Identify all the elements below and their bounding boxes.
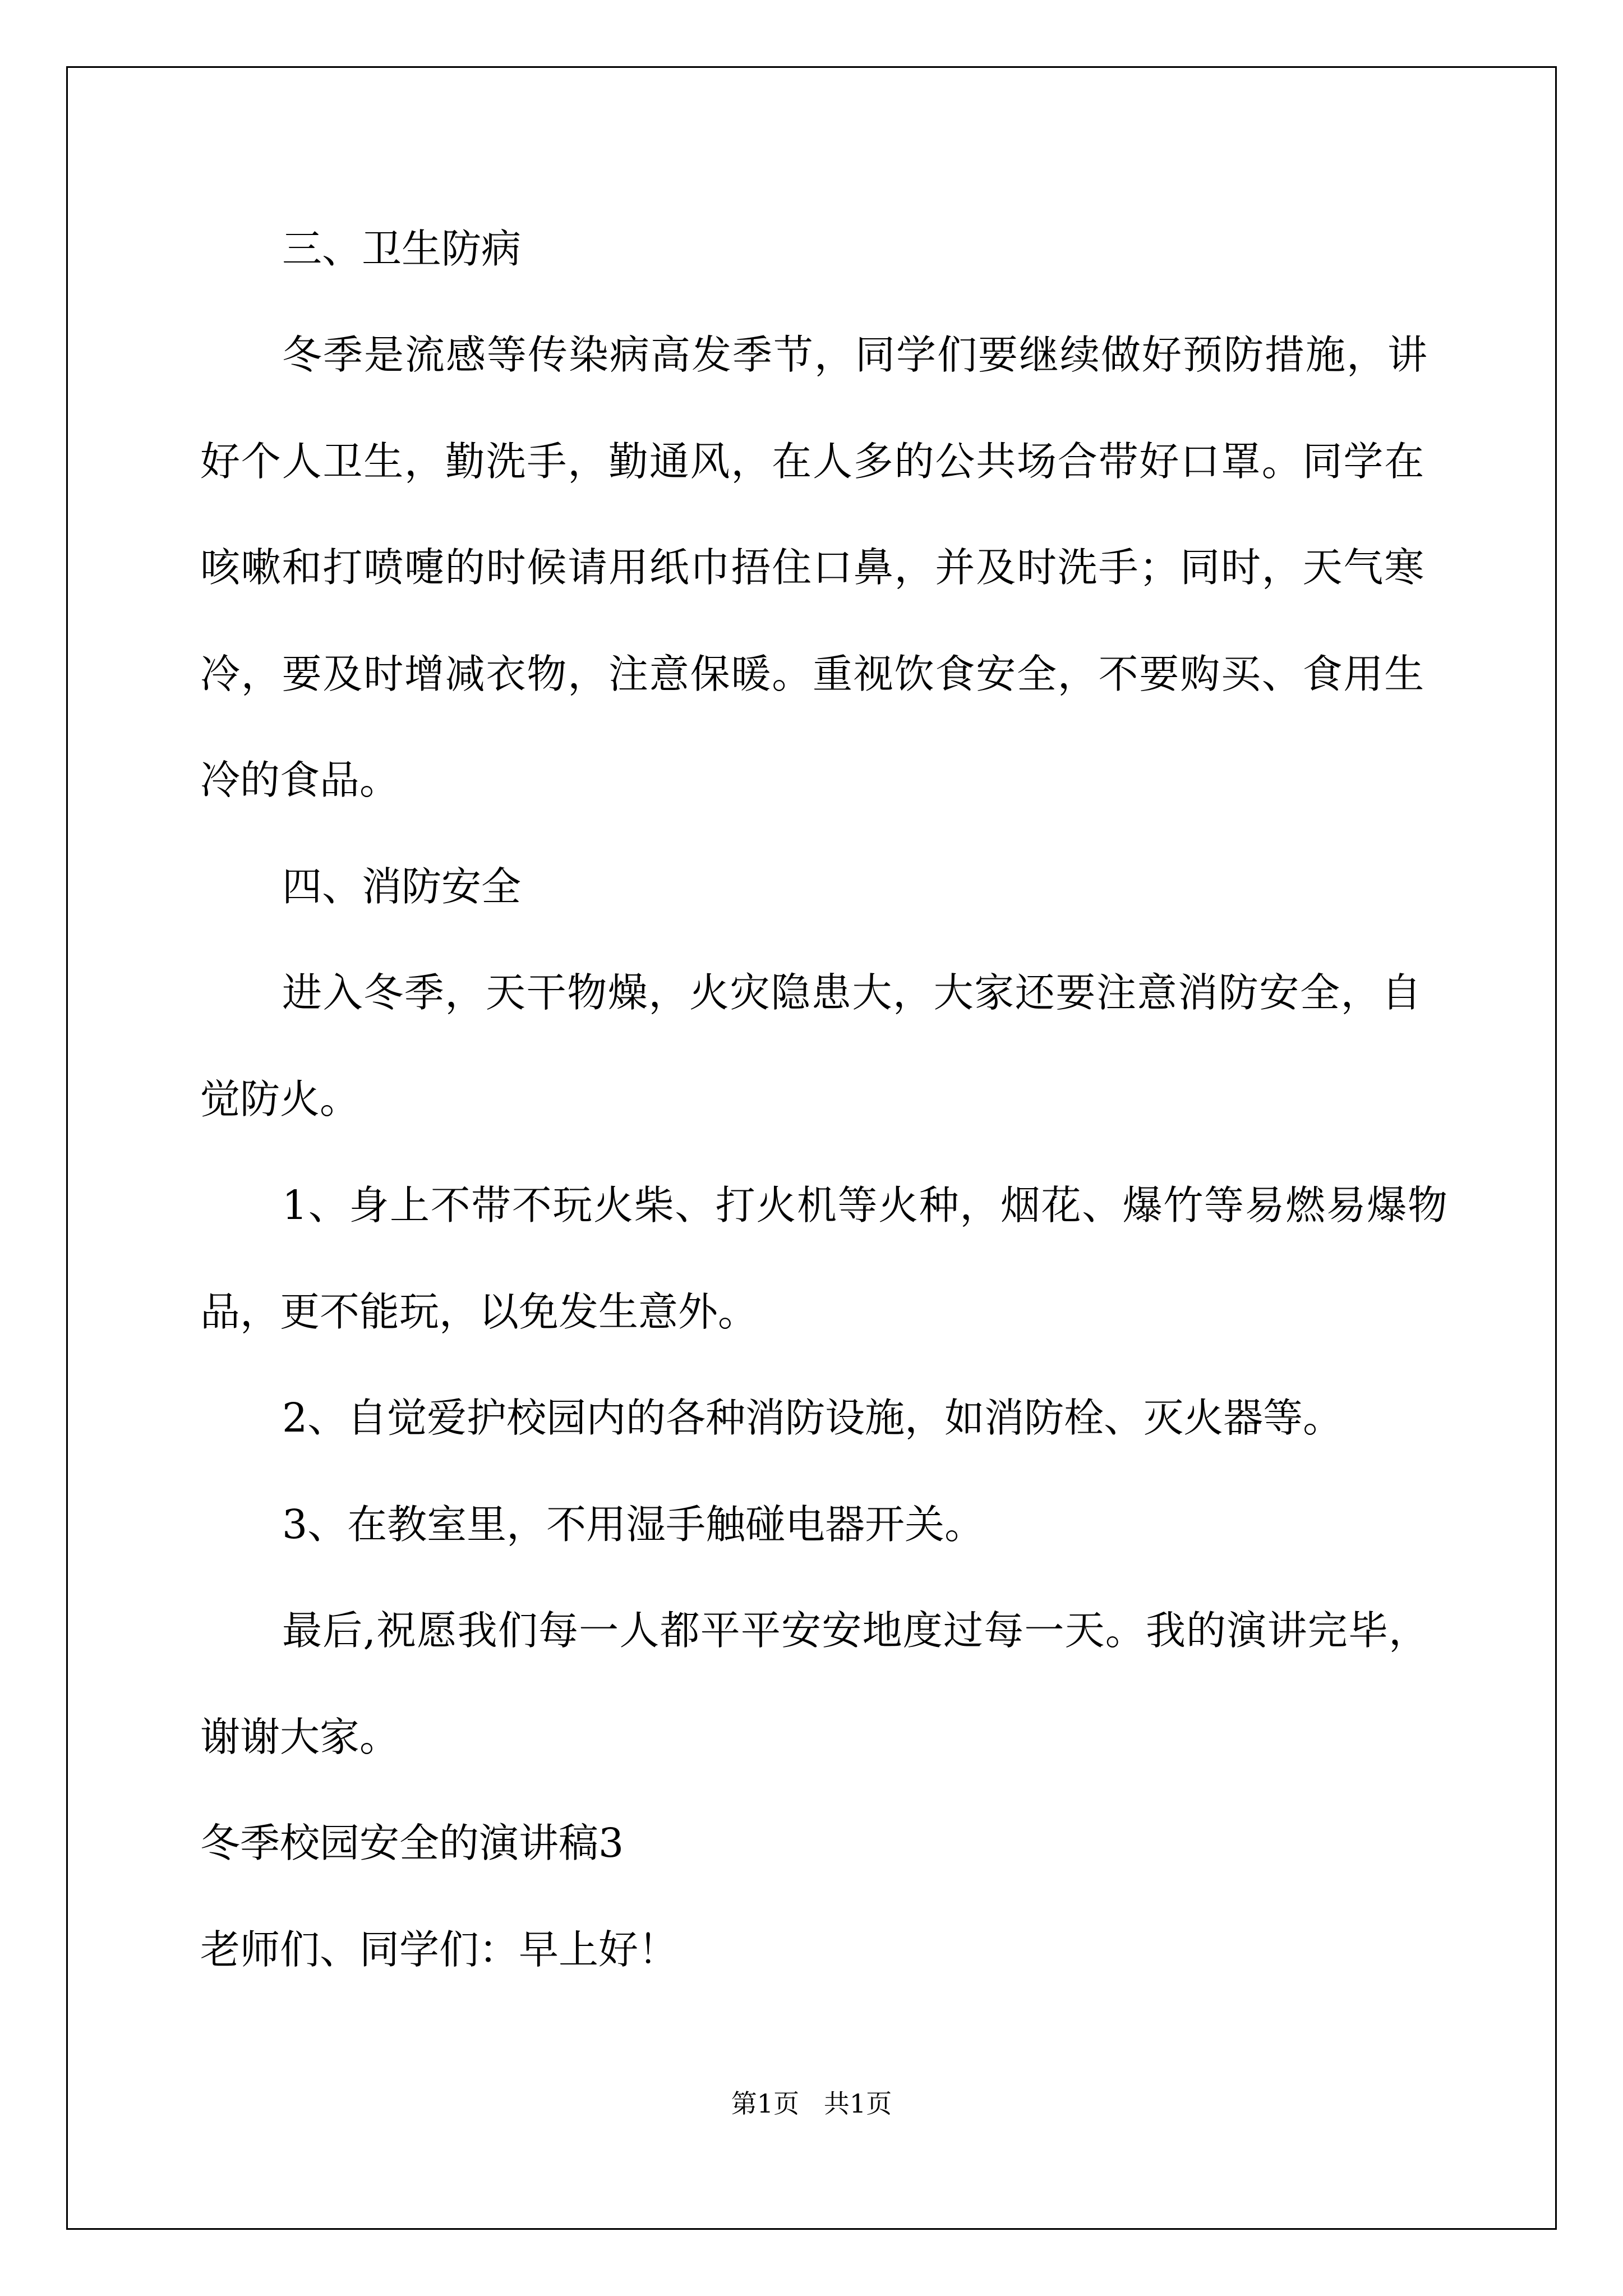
paragraph-line: 最后,祝愿我们每一人都平平安安地度过每一天。我的演讲完毕， [282, 1607, 1430, 1654]
paragraph-line: 觉防火。 [200, 1076, 360, 1122]
section-heading-hygiene: 三、卫生防病 [282, 226, 522, 272]
speech-title: 冬季校园安全的演讲稿3 [200, 1820, 624, 1866]
paragraph-line: 进入冬季，天干物燥，火灾隐患大，大家还要注意消防安全，自 [282, 969, 1422, 1016]
section-heading-fire-safety: 四、消防安全 [282, 863, 522, 910]
paragraph-line: 冷，要及时增减衣物，注意保暖。重视饮食安全，不要购买、食用生 [200, 651, 1426, 697]
paragraph-line: 谢谢大家。 [200, 1714, 400, 1760]
greeting-line: 老师们、同学们：早上好！ [200, 1926, 679, 1973]
page-border [66, 66, 1557, 2230]
list-item-line: 1、身上不带不玩火柴、打火机等火种，烟花、爆竹等易燃易爆物 [282, 1182, 1449, 1228]
paragraph-line: 冬季是流感等传染病高发季节，同学们要继续做好预防措施，讲 [282, 332, 1429, 378]
list-item-line: 品，更不能玩，以免发生意外。 [200, 1289, 758, 1335]
paragraph-line: 咳嗽和打喷嚏的时候请用纸巾捂住口鼻，并及时洗手；同时，天气寒 [200, 544, 1426, 591]
paragraph-line: 冷的食品。 [200, 757, 400, 803]
page-footer: 第1页 共1页 [731, 2088, 892, 2119]
paragraph-line: 好个人卫生，勤洗手，勤通风，在人多的公共场合带好口罩。同学在 [200, 438, 1426, 485]
list-item-line: 2、自觉爱护校园内的各种消防设施，如消防栓、灭火器等。 [282, 1395, 1343, 1441]
list-item-line: 3、在教室里，不用湿手触碰电器开关。 [282, 1501, 985, 1548]
